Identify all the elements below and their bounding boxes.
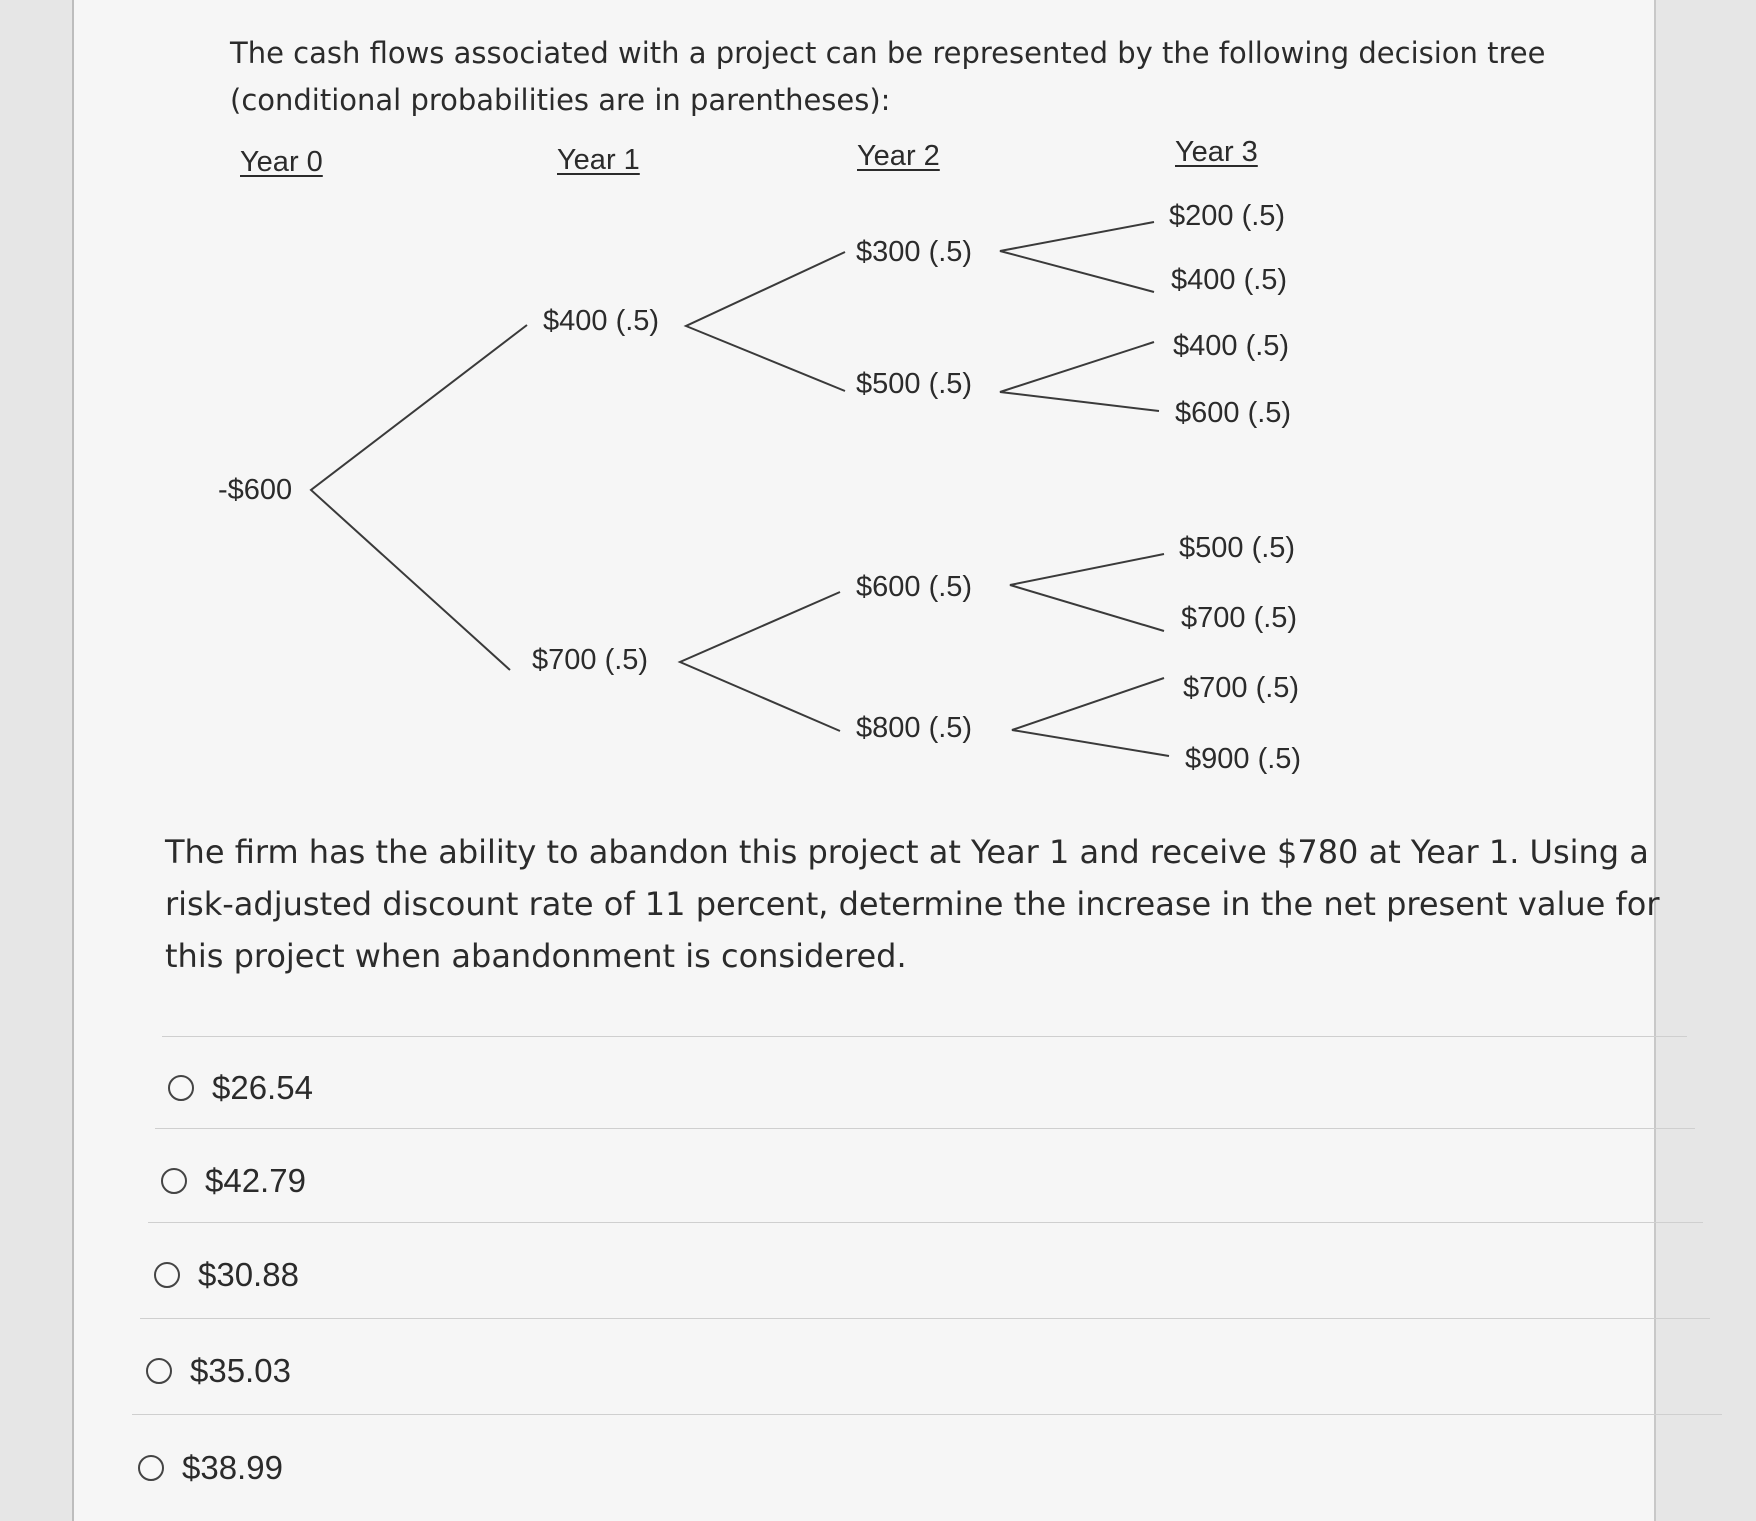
answer-option-1[interactable] xyxy=(168,1069,313,1107)
separator xyxy=(132,1414,1722,1415)
year2-node-300: $300 (.5) xyxy=(856,236,973,268)
branch-800 xyxy=(1012,678,1169,756)
branch-300 xyxy=(1000,222,1154,292)
year3-node-700a: $700 (.5) xyxy=(1181,602,1298,634)
branch-root xyxy=(311,325,527,670)
branch-600 xyxy=(1010,554,1164,631)
branch-400 xyxy=(686,252,845,391)
separator xyxy=(148,1222,1703,1223)
radio-button[interactable] xyxy=(138,1455,164,1481)
radio-button[interactable] xyxy=(168,1075,194,1101)
year3-node-900: $900 (.5) xyxy=(1185,743,1302,775)
radio-button[interactable] xyxy=(146,1358,172,1384)
intro-line-2: (conditional probabilities are in parentheses): xyxy=(230,83,891,117)
separator xyxy=(162,1036,1687,1037)
answer-label: $38.99 xyxy=(182,1449,283,1486)
year-3-header: Year 3 xyxy=(1175,136,1258,168)
year3-node-600: $600 (.5) xyxy=(1175,397,1292,429)
separator xyxy=(140,1318,1710,1319)
branch-500 xyxy=(1000,342,1159,411)
answer-label: $42.79 xyxy=(205,1162,306,1199)
answer-label: $35.03 xyxy=(190,1352,291,1389)
branch-700 xyxy=(680,592,840,731)
year3-node-200: $200 (.5) xyxy=(1169,200,1286,232)
answer-option-2[interactable] xyxy=(161,1162,306,1200)
year-0-header: Year 0 xyxy=(240,146,323,178)
root-node: -$600 xyxy=(218,474,293,506)
year-2-header: Year 2 xyxy=(857,140,940,172)
year3-node-500: $500 (.5) xyxy=(1179,532,1296,564)
year2-node-500: $500 (.5) xyxy=(856,368,973,400)
radio-button[interactable] xyxy=(161,1168,187,1194)
answer-option-5[interactable] xyxy=(138,1449,283,1487)
year2-node-800: $800 (.5) xyxy=(856,712,973,744)
question-body xyxy=(165,826,1685,982)
answer-label: $26.54 xyxy=(212,1069,313,1106)
question-line-2: risk-adjusted discount rate of 11 percent, determine the increase in the net present value for xyxy=(165,885,1660,923)
separator xyxy=(155,1128,1695,1129)
question-line-1: The firm has the ability to abandon this project at Year 1 and receive $780 at Year 1. Using a xyxy=(165,833,1649,871)
radio-button[interactable] xyxy=(154,1262,180,1288)
answer-label: $30.88 xyxy=(198,1256,299,1293)
year3-node-700b: $700 (.5) xyxy=(1183,672,1300,704)
answer-option-4[interactable] xyxy=(146,1352,291,1390)
question-line-3: this project when abandonment is considered. xyxy=(165,937,907,975)
intro-line-1: The cash flows associated with a project can be represented by the following decision tree xyxy=(230,36,1546,70)
year-1-header: Year 1 xyxy=(557,144,640,176)
answer-option-3[interactable] xyxy=(154,1256,299,1294)
year3-node-400b: $400 (.5) xyxy=(1173,330,1290,362)
year3-node-400a: $400 (.5) xyxy=(1171,264,1288,296)
year1-node-400: $400 (.5) xyxy=(543,305,660,337)
year2-node-600: $600 (.5) xyxy=(856,571,973,603)
year1-node-700: $700 (.5) xyxy=(532,644,649,676)
